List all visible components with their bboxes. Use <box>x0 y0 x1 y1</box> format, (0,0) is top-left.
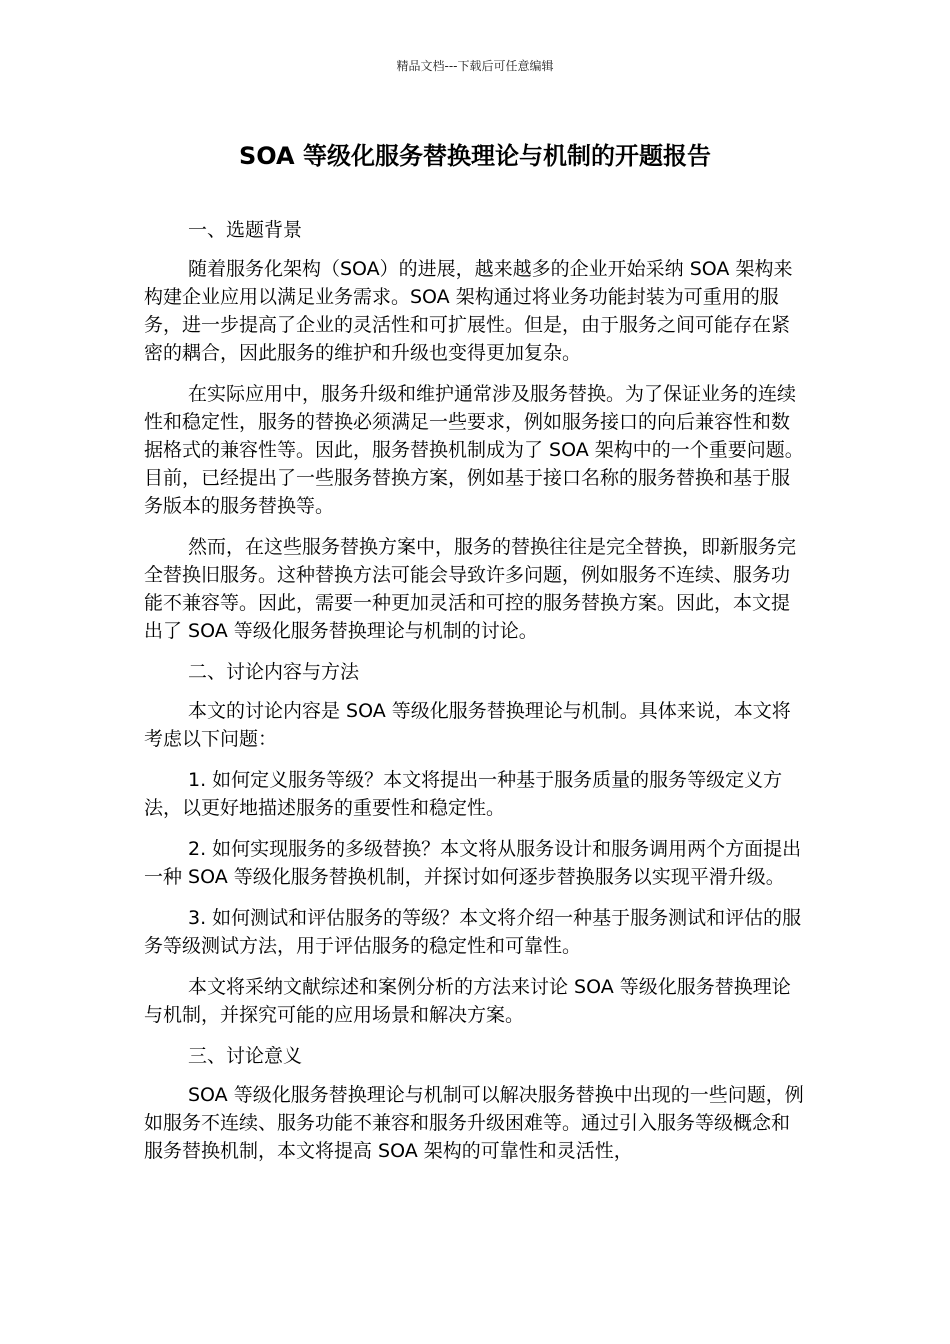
paragraph: 然而，在这些服务替换方案中，服务的替换往往是完全替换，即新服务完全替换旧服务。这种替换方法可能会导致许多问题，例如服务不连续、服务功能不兼容等。因此，需要一种更加灵活和可控的服务替换方案。因此，本文提出了 SOA 等级化服务替换理论与机制的讨论。 <box>144 536 797 642</box>
document-title: SOA 等级化服务替换理论与机制的开题报告 <box>239 142 711 170</box>
section-heading-content-method: 二、讨论内容与方法 <box>188 661 360 683</box>
section-heading-background: 一、选题背景 <box>188 219 303 241</box>
list-item: 2. 如何实现服务的多级替换？本文将从服务设计和服务调用两个方面提出一种 SOA 等级化服务替换机制，并探讨如何逐步替换服务以实现平滑升级。 <box>144 838 802 888</box>
paragraph: 在实际应用中，服务升级和维护通常涉及服务替换。为了保证业务的连续性和稳定性，服务的替换必须满足一些要求，例如服务接口的向后兼容性和数据格式的兼容性等。因此，服务替换机制成为了 SOA 架构中的一个重要问题。目前，已经提出了一些服务替换方案，例如基于接口名称的服务替换和基于服务版本的服务替换等。 <box>144 383 804 517</box>
paragraph: SOA 等级化服务替换理论与机制可以解决服务替换中出现的一些问题，例如服务不连续、服务功能不兼容和服务升级困难等。通过引入服务等级概念和服务替换机制，本文将提高 SOA 架构的可靠性和灵活性， <box>144 1084 804 1162</box>
page-header-watermark: 精品文档---下载后可任意编辑 <box>396 59 554 73</box>
document-body <box>144 216 806 1178</box>
list-item: 1. 如何定义服务等级？本文将提出一种基于服务质量的服务等级定义方法，以更好地描述服务的重要性和稳定性。 <box>144 769 783 819</box>
paragraph: 本文将采纳文献综述和案例分析的方法来讨论 SOA 等级化服务替换理论与机制，并探究可能的应用场景和解决方案。 <box>144 976 791 1026</box>
paragraph: 本文的讨论内容是 SOA 等级化服务替换理论与机制。具体来说，本文将考虑以下问题： <box>144 700 791 750</box>
section-heading-significance: 三、讨论意义 <box>188 1045 303 1067</box>
list-item: 3. 如何测试和评估服务的等级？本文将介绍一种基于服务测试和评估的服务等级测试方法，用于评估服务的稳定性和可靠性。 <box>144 907 802 957</box>
paragraph: 随着服务化架构（SOA）的进展，越来越多的企业开始采纳 SOA 架构来构建企业应用以满足业务需求。SOA 架构通过将业务功能封装为可重用的服务，进一步提高了企业的灵活性和可扩展性。但是，由于服务之间可能存在紧密的耦合，因此服务的维护和升级也变得更加复杂。 <box>144 258 793 364</box>
